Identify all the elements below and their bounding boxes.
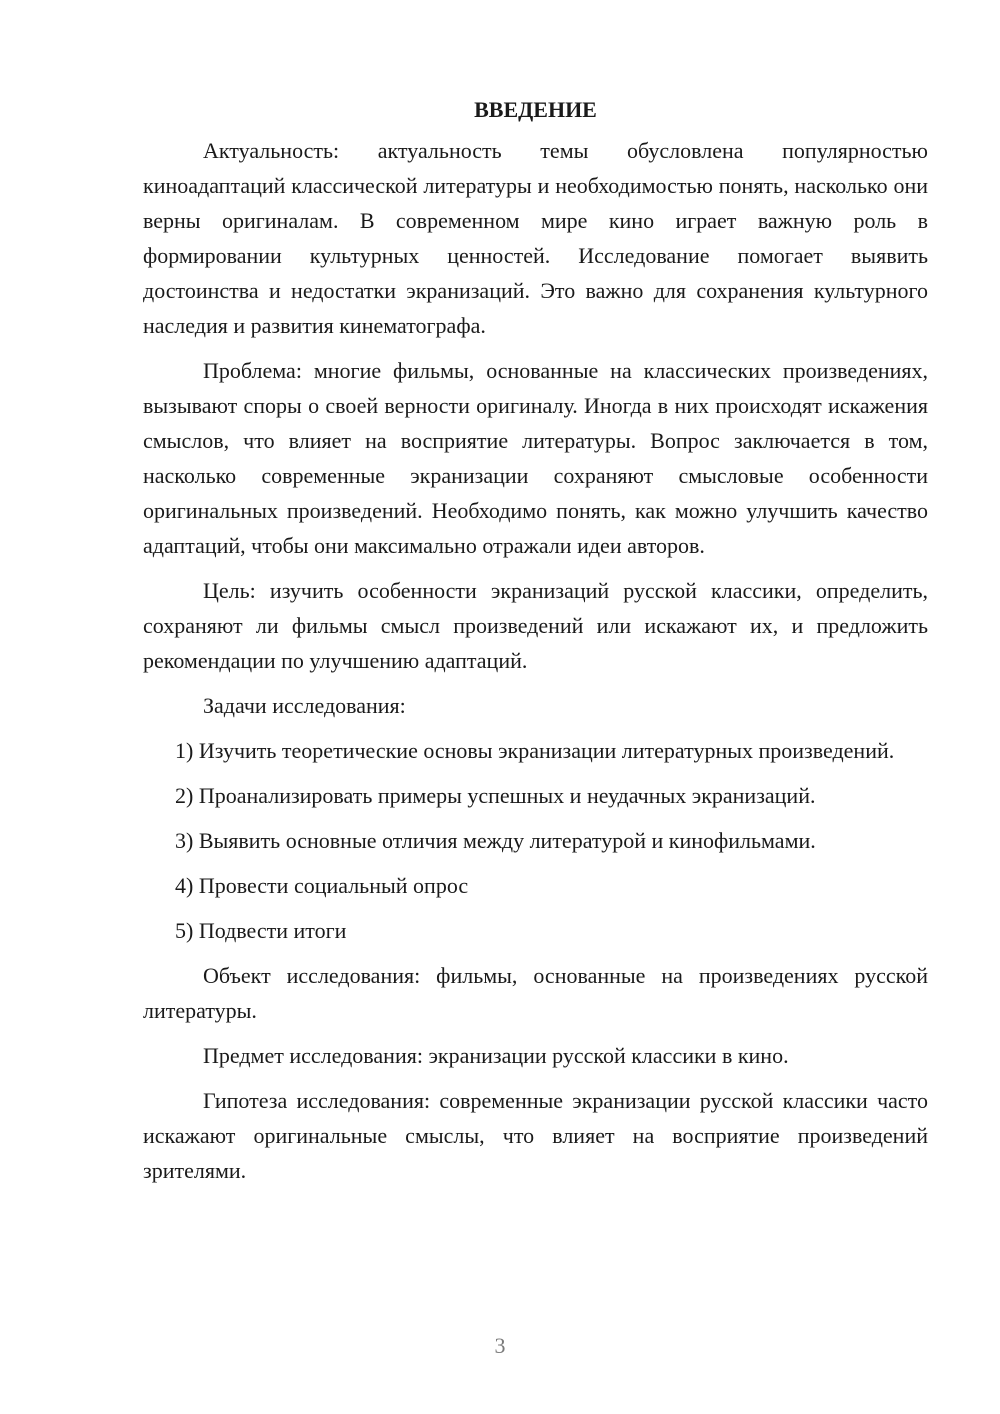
document-body: [143, 92, 928, 1198]
subject-paragraph: Предмет исследования: экранизации русской классики в кино.: [203, 1043, 789, 1068]
hypothesis-paragraph: Гипотеза исследования: современные экранизации русской классики часто искажают оригинальные смыслы, что влияет на восприятие произведений зрителями.: [143, 1088, 928, 1183]
task-item-2: 2) Проанализировать примеры успешных и неудачных экранизаций.: [175, 783, 816, 808]
page-title: ВВЕДЕНИЕ: [474, 97, 597, 122]
relevance-paragraph: Актуальность: актуальность темы обусловлена популярностью киноадаптаций классической литературы и необходимостью понять, насколько они верны оригиналам. В современном мире кино играет важную роль в формировании культурных ценностей. Исследование помогает выявить достоинства и недостатки экранизаций. Это важно для сохранения культурного наследия и развития кинематографа.: [143, 138, 928, 338]
page-number: 3: [494, 1333, 506, 1358]
tasks-heading: Задачи исследования:: [203, 693, 406, 718]
problem-paragraph: Проблема: многие фильмы, основанные на классических произведениях, вызывают споры о своей верности оригиналу. Иногда в них происходят искажения смыслов, что влияет на восприятие литературы. Вопрос заключается в том, насколько современные экранизации сохраняют смысловые особенности оригинальных произведений. Необходимо понять, как можно улучшить качество адаптаций, чтобы они максимально отражали идеи авторов.: [143, 358, 928, 558]
task-item-3: 3) Выявить основные отличия между литературой и кинофильмами.: [175, 828, 816, 853]
task-item-4: 4) Провести социальный опрос: [175, 873, 469, 898]
task-item-1: 1) Изучить теоретические основы экранизации литературных произведений.: [175, 738, 895, 763]
task-item-5: 5) Подвести итоги: [175, 918, 347, 943]
object-paragraph: Объект исследования: фильмы, основанные на произведениях русской литературы.: [143, 963, 928, 1023]
goal-paragraph: Цель: изучить особенности экранизаций русской классики, определить, сохраняют ли фильмы смысл произведений или искажают их, и предложить рекомендации по улучшению адаптаций.: [143, 578, 928, 673]
